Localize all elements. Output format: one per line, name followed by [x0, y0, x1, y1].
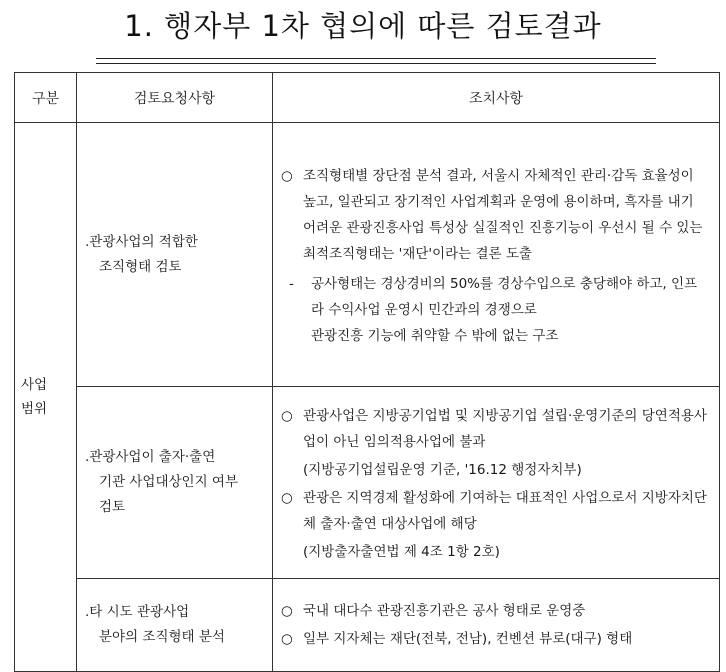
action-cell — [273, 579, 720, 672]
header-action: 조치사항 — [273, 73, 720, 123]
action-bullet — [281, 598, 709, 624]
category-cell — [15, 123, 77, 672]
action-text: 일부 지자체는 재단(전북, 전남), 컨벤션 뷰로(대구) 형태 — [303, 631, 633, 647]
table-row — [15, 579, 720, 672]
category-label-line1: 사업 — [21, 377, 48, 393]
circle-bullet-icon: ○ — [281, 631, 293, 647]
circle-bullet-icon: ○ — [281, 489, 293, 506]
action-text: 관광은 지역경제 활성화에 기여하는 대표적인 사업으로서 지방자치단체 출자·출연 대상사업에 해당 — [303, 489, 707, 532]
request-line: .타 시도 관광사업 — [85, 604, 190, 620]
request-line: 검토 — [99, 499, 126, 515]
request-line: .관광사업의 적합한 — [85, 233, 198, 250]
header-request: 검토요청사항 — [77, 73, 273, 123]
action-cell — [273, 123, 720, 387]
action-text: 관광사업은 지방공기업법 및 지방공기업 설립·운영기준의 당연적용사업이 아닌 임의적용사업에 불과 — [303, 407, 707, 450]
action-text: 국내 대다수 관광진흥기관은 공사 형태로 운영중 — [303, 603, 586, 619]
action-sub-text: 공사형태는 경상경비의 50%를 경상수입으로 충당해야 하고, 인프라 수익사업 운영시 민간과의 경쟁으로 — [311, 275, 698, 318]
request-cell — [77, 123, 273, 387]
action-bullet — [281, 485, 709, 537]
action-bullet — [281, 626, 709, 652]
request-line: 분야의 조직형태 분석 — [99, 629, 225, 645]
title-underline-top — [96, 58, 656, 59]
table-header-row — [15, 73, 720, 123]
action-sub-continuation: 관광진흥 기능에 취약할 수 밖에 없는 구조 — [311, 327, 559, 344]
request-line: 기관 사업대상인지 여부 — [99, 474, 238, 490]
table-row — [15, 387, 720, 579]
dash-bullet-icon: - — [289, 275, 294, 292]
action-bullet — [281, 163, 709, 267]
review-results-table — [14, 72, 720, 672]
action-reference: (지방출자출연법 제 4조 1항 2호) — [303, 543, 500, 560]
title-underline-bottom — [96, 63, 656, 64]
action-sub-item — [281, 271, 709, 349]
circle-bullet-icon: ○ — [281, 407, 293, 424]
header-category: 구분 — [15, 73, 77, 123]
circle-bullet-icon: ○ — [281, 603, 293, 619]
request-cell — [77, 387, 273, 579]
page-title: 1. 행자부 1차 협의에 따른 검토결과 — [124, 9, 602, 43]
request-cell — [77, 579, 273, 672]
category-label-line2: 범위 — [21, 401, 48, 417]
request-line: .관광사업이 출자·출연 — [85, 449, 216, 465]
action-bullet — [281, 403, 709, 455]
action-reference: (지방공기업설립운영 기준, '16.12 행정자치부) — [303, 461, 582, 478]
action-cell — [273, 387, 720, 579]
action-text: 조직형태별 장단점 분석 결과, 서울시 자체적인 관리·감독 효율성이 높고, 일관되고 장기적인 사업계획과 운영에 용이하며, 흑자를 내기 어려운 관광진흥사업 특성상 실질적인 진흥기능이 우선시 될 수 있는 최적조직형태는 '재단'이라는 결론 도출 — [303, 167, 703, 262]
table-row — [15, 123, 720, 387]
request-line: 조직형태 검토 — [99, 258, 182, 275]
circle-bullet-icon: ○ — [281, 167, 293, 184]
